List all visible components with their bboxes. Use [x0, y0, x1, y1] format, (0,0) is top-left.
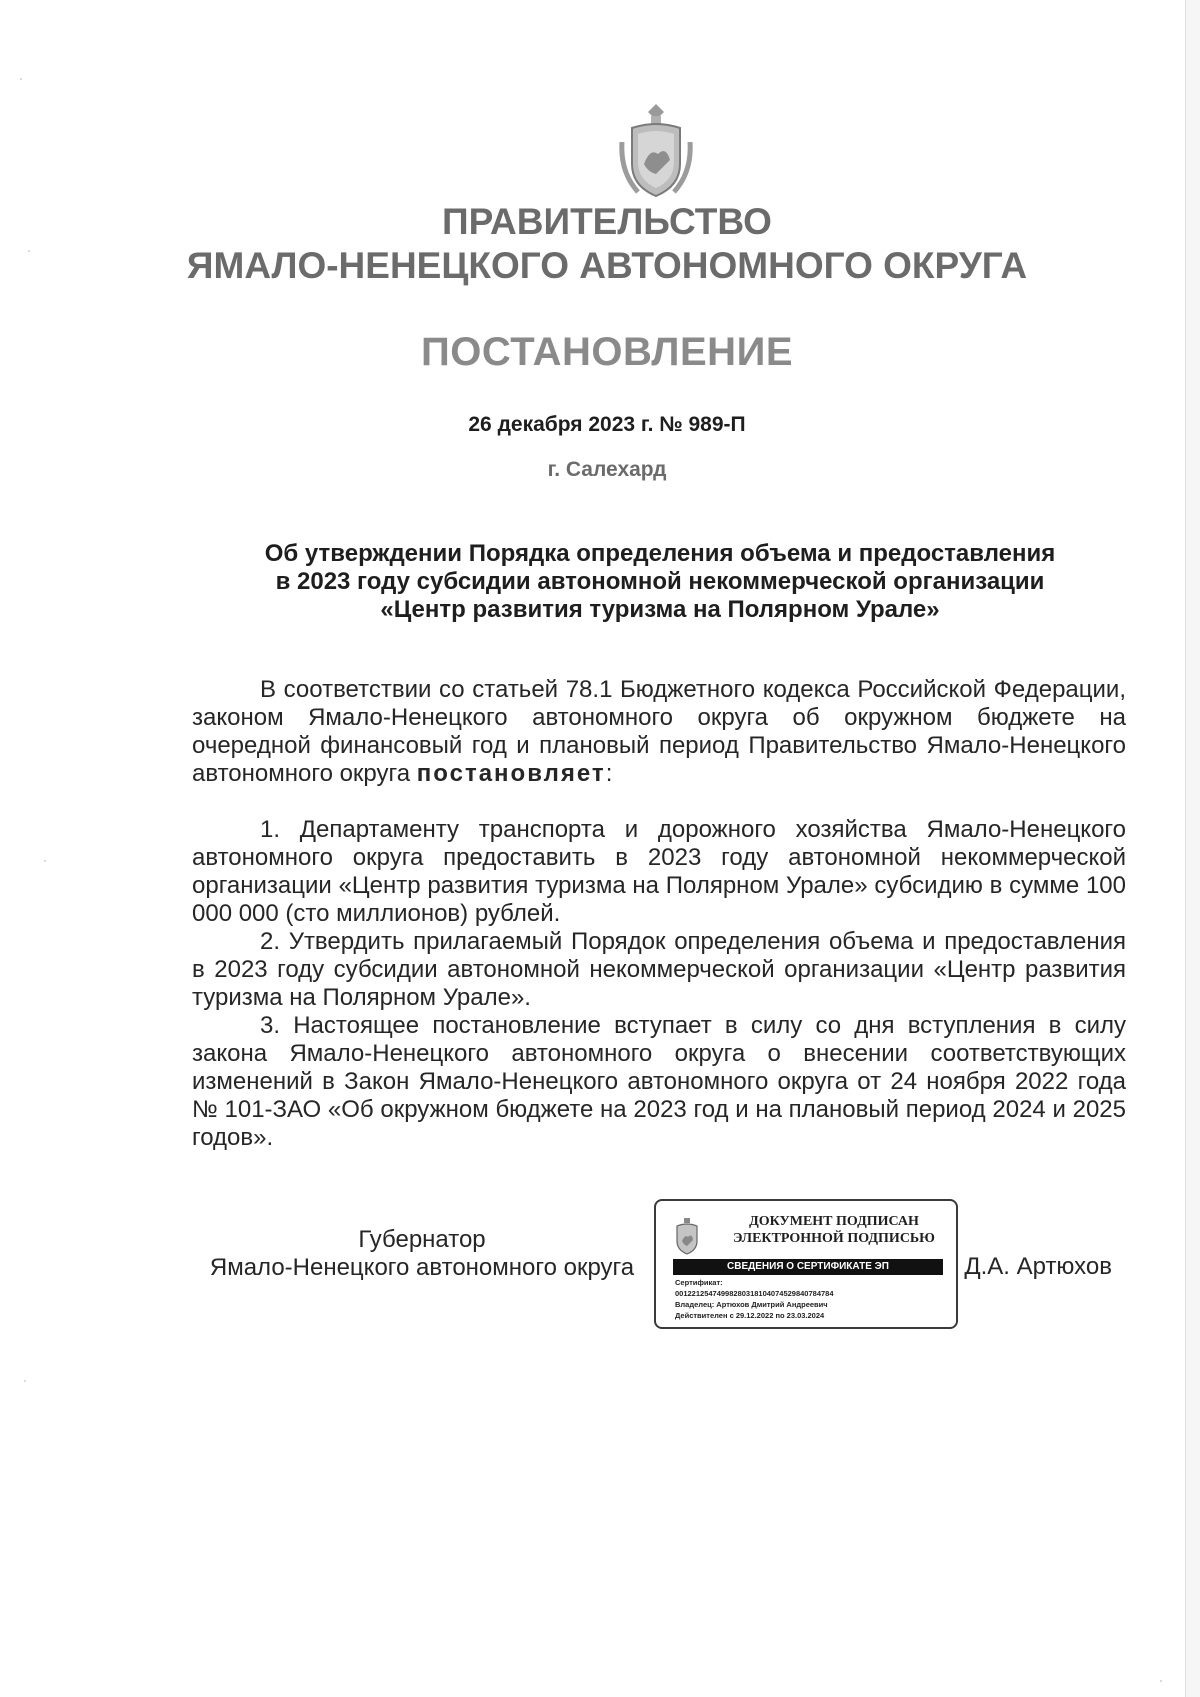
stamp-title-line-2: ЭЛЕКТРОННОЙ ПОДПИСЬЮ: [733, 1231, 935, 1246]
signer-position: [192, 1226, 652, 1282]
signer-position-line-2: Ямало-Ненецкого автономного округа: [209, 1254, 635, 1281]
stamp-certificate-bar: СВЕДЕНИЯ О СЕРТИФИКАТЕ ЭП: [673, 1259, 943, 1275]
decree-body: [192, 676, 1126, 1152]
coat-of-arms-icon: [618, 102, 694, 202]
item-2: 2. Утвердить прилагаемый Порядок определения объема и предоставления в 2023 году субсидии автономной некоммерческой организации «Центр развития туризма на Полярном Урале».: [192, 928, 1126, 1011]
scan-speck: [24, 1380, 26, 1382]
document-type: ПОСТАНОВЛЕНИЕ: [420, 330, 793, 374]
stamp-details: [675, 1277, 945, 1321]
scan-speck: [1160, 1680, 1162, 1682]
scan-speck: [20, 78, 22, 80]
decree-date-number: 26 декабря 2023 г. № 989-П: [468, 413, 746, 436]
preamble-colon: :: [605, 760, 613, 787]
signer-name: Д.А. Артюхов: [964, 1253, 1112, 1280]
government-line-2: ЯМАЛО-НЕНЕЦКОГО АВТОНОМНОГО ОКРУГА: [186, 245, 1028, 286]
electronic-signature-stamp: [654, 1199, 958, 1329]
decree-title-line-3: «Центр развития туризма на Полярном Урале»: [380, 596, 940, 623]
stamp-title: [714, 1213, 954, 1247]
item-3: 3. Настоящее постановление вступает в силу со дня вступления в силу закона Ямало-Ненецкого автономного округа о внесении соответствующих изменений в Закон Ямало-Ненецкого автономного округа от 24 ноября 2022 года № 101-ЗАО «Об окружном бюджете на 2023 год и на плановый период 2024 и 2025 годов».: [192, 1012, 1126, 1151]
signer-position-line-1: Губернатор: [358, 1226, 486, 1253]
stamp-owner: Владелец: Артюхов Дмитрий Андреевич: [675, 1300, 828, 1309]
item-1: 1. Департаменту транспорта и дорожного хозяйства Ямало-Ненецкого автономного округа предоставить в 2023 году автономной некоммерческой организации «Центр развития туризма на Полярном Урале» субсидию в сумме 100 000 000 (сто миллионов) рублей.: [192, 816, 1126, 927]
stamp-title-line-1: ДОКУМЕНТ ПОДПИСАН: [749, 1214, 919, 1229]
decree-title: [220, 540, 1100, 624]
preamble-text: В соответствии со статьей 78.1 Бюджетного кодекса Российской Федерации, законом Ямало-Ненецкого автономного округа об окружном бюджете на очередной финансовый год и плановый период Правительство Ямало-Ненецкого автономного округа: [192, 676, 1126, 787]
decree-title-line-2: в 2023 году субсидии автономной некоммерческой организации: [275, 568, 1045, 595]
decree-title-line-1: Об утверждении Порядка определения объема и предоставления: [264, 540, 1056, 567]
government-name: [0, 200, 1200, 288]
resolves-word: постановляет: [416, 760, 606, 787]
decree-city: г. Салехард: [547, 458, 667, 481]
scan-speck: [44, 860, 46, 862]
stamp-validity: Действителен с 29.12.2022 по 23.03.2024: [675, 1311, 825, 1320]
stamp-crest-icon: [674, 1217, 700, 1255]
stamp-cert-label: Сертификат:: [675, 1278, 723, 1287]
government-line-1: ПРАВИТЕЛЬСТВО: [442, 201, 772, 242]
stamp-cert-number: 00122125474998280318104074529840784784: [675, 1289, 834, 1298]
preamble-paragraph: [192, 676, 1126, 788]
